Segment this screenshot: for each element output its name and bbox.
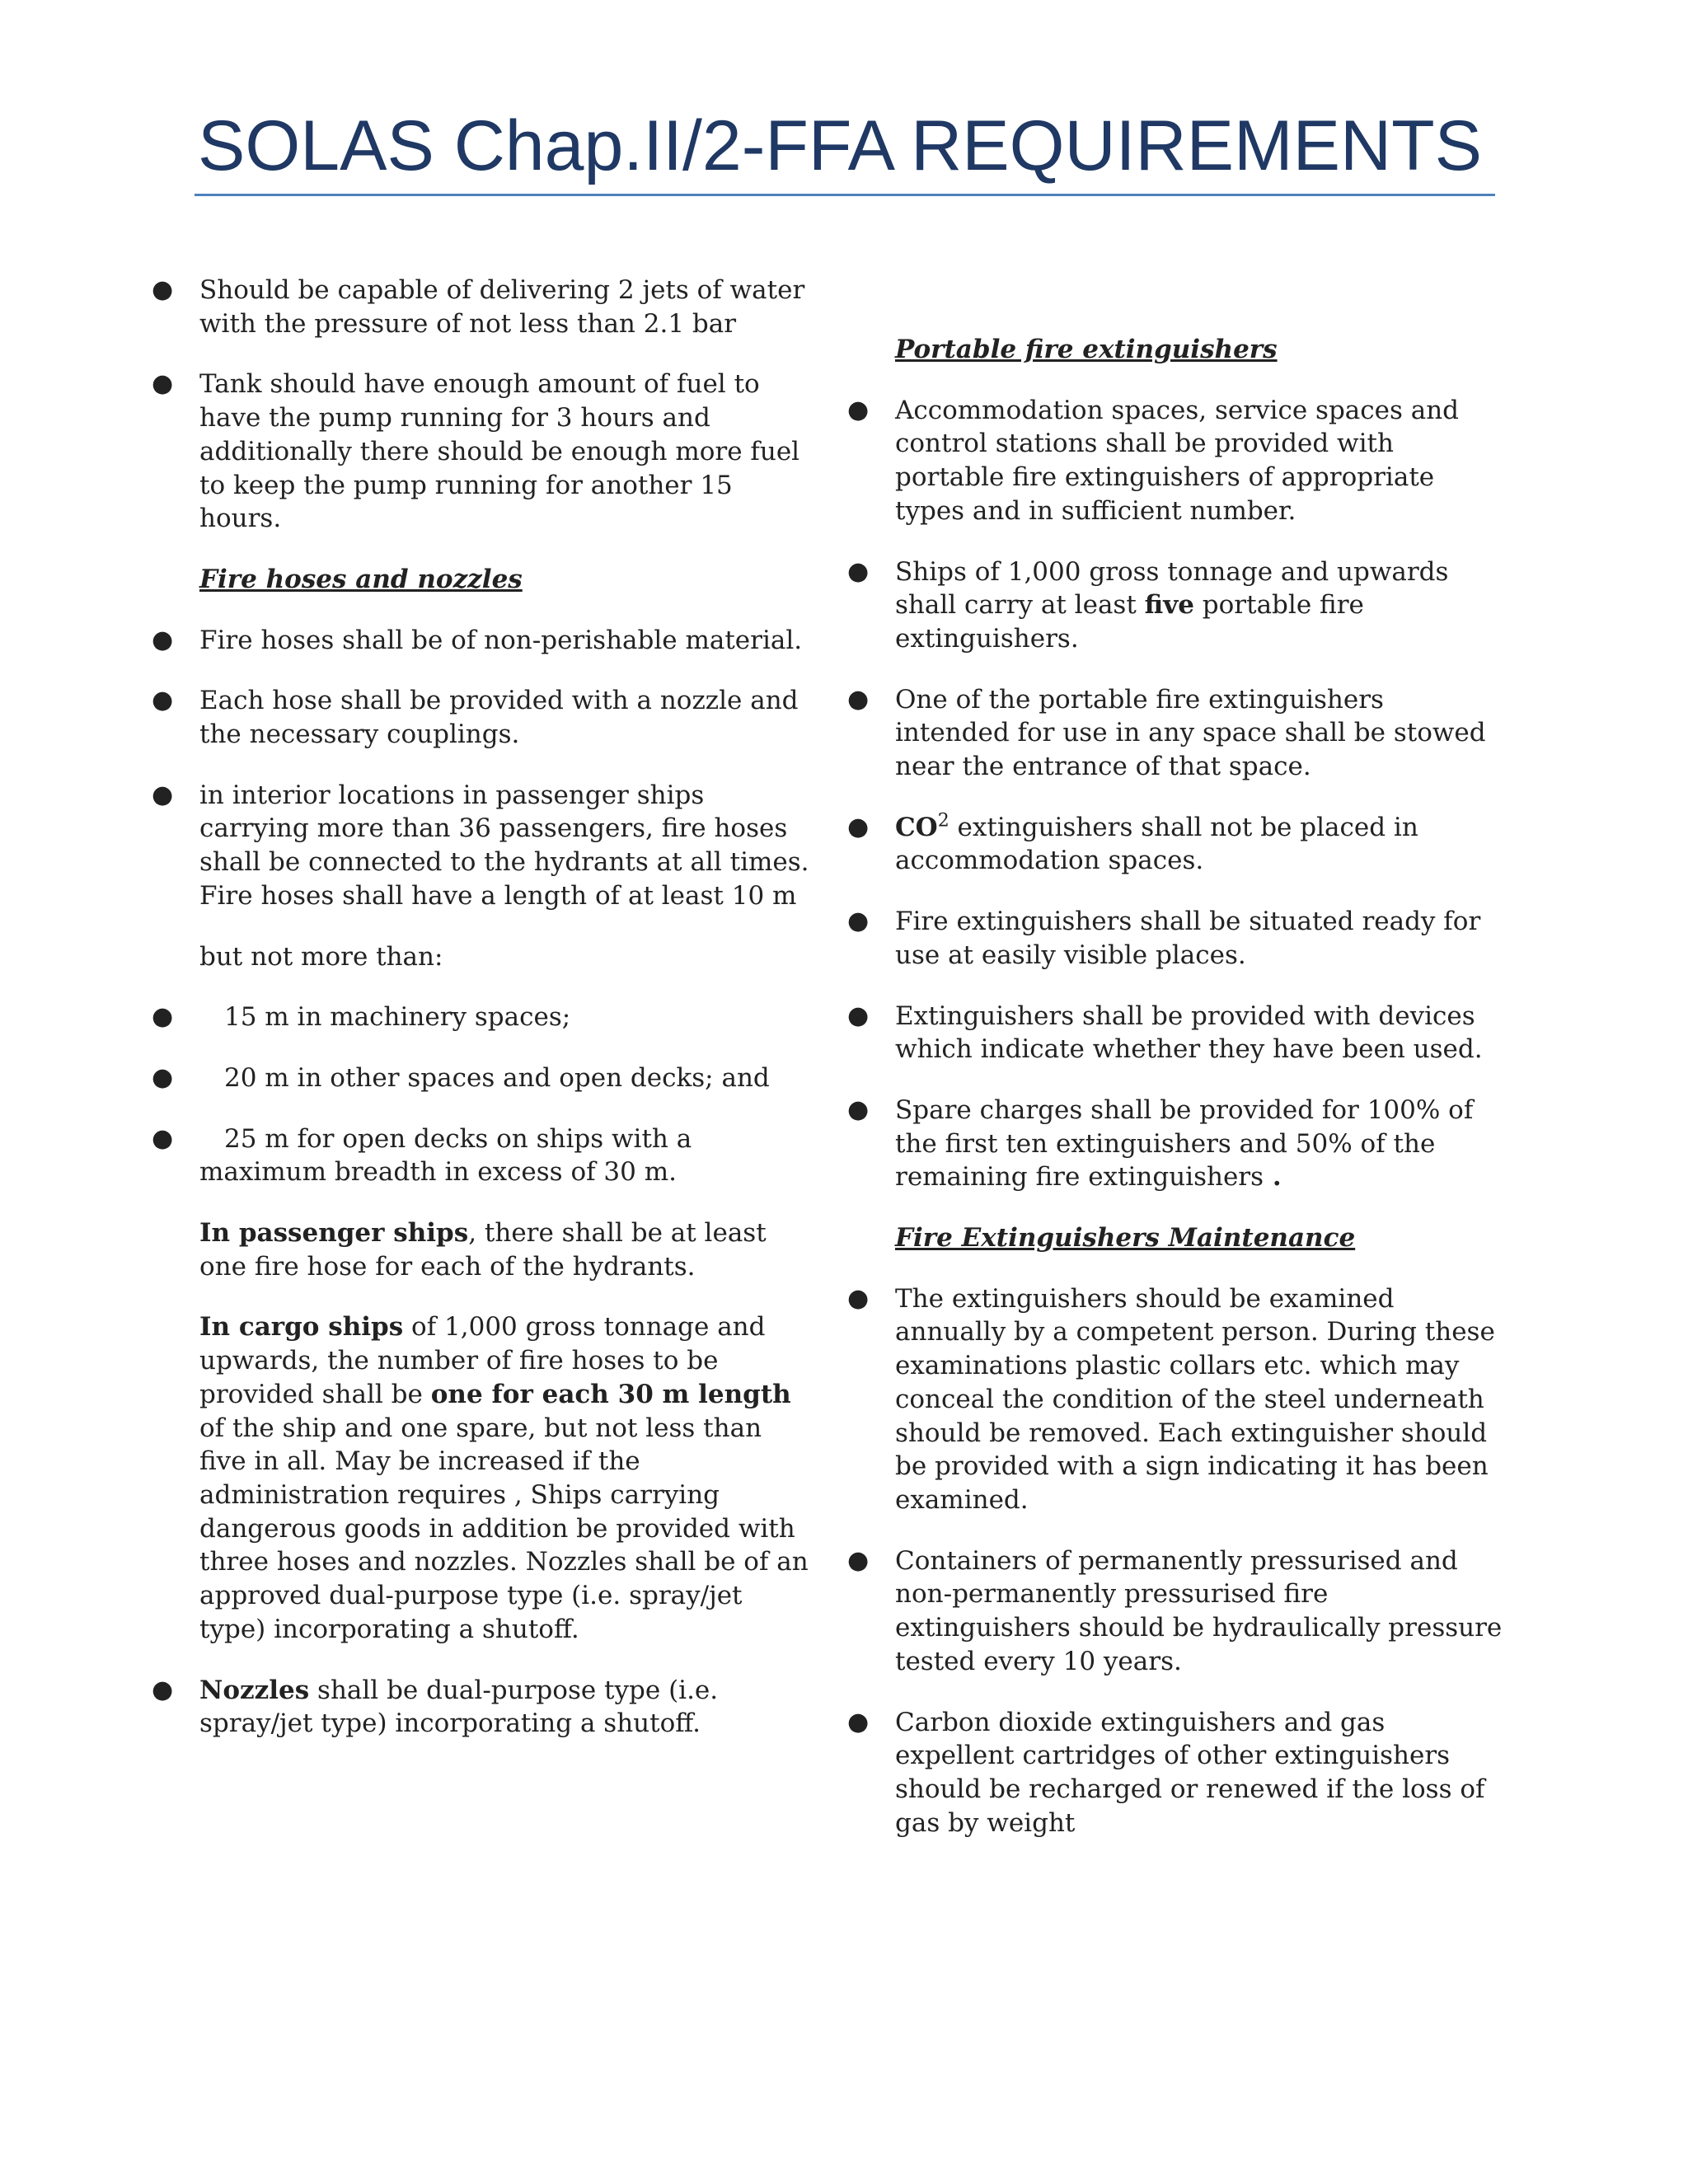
hoses-list [152, 624, 809, 913]
paragraph-but-not-more: but not more than: [199, 941, 443, 972]
list-item: ● The extinguishers should be examined annually by a competent person. During these examinations plastic collars etc. which may conceal the condition of the steel underneath should be removed. Each extinguisher should be provided with a sign indicating it has been examined. [847, 1283, 1495, 1515]
maintenance-list [847, 1282, 1505, 1840]
bullet-icon: ● [152, 625, 174, 654]
bullet-icon: ● [152, 686, 174, 715]
bullet-icon: ● [847, 907, 870, 936]
paragraph-cargo-ships: In cargo ships of 1,000 gross tonnage and upwards, the number of fire hoses to be provided shall be one for each 30 m length of the ship and one spare, but not less than five in all. May be increased if the administration requires , Ships carrying dangerous goods in addition be provided with three hoses and nozzles. Nozzles shall be of an approved dual-purpose type (i.e. spray/jet type) incorporating a shutoff. [199, 1312, 809, 1644]
pump-list [152, 274, 809, 536]
bullet-icon: ● [847, 556, 870, 586]
list-item: ● Tank should have enough amount of fuel to have the pump running for 3 hours and additionally there should be enough more fuel to keep the pump running for another 15 hours. [152, 369, 800, 534]
list-item: ● Fire hoses shall be of non-perishable material. [199, 624, 809, 658]
list-item: ● Carbon dioxide extinguishers and gas expellent cartridges of other extinguishers should be recharged or renewed if the loss of gas by weight [847, 1707, 1485, 1838]
list-item: ● Extinguishers shall be provided with devices which indicate whether they have been used. [847, 1001, 1483, 1065]
bullet-icon: ● [847, 395, 870, 424]
list-item: ● Each hose shall be provided with a nozzle and the necessary couplings. [152, 686, 799, 750]
section-heading-maintenance: Fire Extinguishers Maintenance [895, 1223, 1356, 1254]
section-heading-portable-extinguishers: Portable fire extinguishers [895, 335, 1278, 364]
bullet-icon: ● [847, 1001, 870, 1030]
left-column [152, 274, 809, 1768]
list-item: ● 15 m in machinery spaces; [199, 1001, 809, 1034]
paragraph-passenger-ships: In passenger ships, there shall be at least one fire hose for each of the hydrants. [199, 1218, 767, 1282]
section-heading-fire-hoses: Fire hoses and nozzles [199, 564, 523, 594]
list-item: ● 20 m in other spaces and open decks; and [199, 1062, 809, 1095]
bullet-icon: ● [152, 369, 174, 399]
bullet-icon: ● [152, 1123, 174, 1153]
bullet-icon: ● [847, 1545, 870, 1575]
list-item: ● $CO^2$ extinguishers shall not be placed in accommodation spaces. [847, 810, 1418, 876]
list-item: ● Should be capable of delivering 2 jets of water with the pressure of not less than 2.1 bar [152, 275, 805, 339]
right-column [847, 333, 1505, 1867]
list-item: ● Fire extinguishers shall be situated ready for use at easily visible places. [847, 907, 1481, 970]
list-item: ● Spare charges shall be provided for 100% of the first ten extinguishers and 50% of the remaining fire extinguishers . [847, 1094, 1474, 1193]
bullet-icon: ● [847, 1283, 870, 1313]
bullet-icon: ● [152, 780, 174, 809]
bullet-icon: ● [152, 1002, 174, 1032]
title-underline [195, 194, 1495, 196]
bullet-icon: ● [152, 275, 174, 304]
nozzles-list [152, 1674, 809, 1741]
list-item: ● Ships of 1,000 gross tonnage and upwards shall carry at least five portable fire extinguishers. [847, 556, 1449, 654]
bullet-icon: ● [847, 684, 870, 714]
list-item: ● 25 m for open decks on ships with a maximum breadth in excess of 30 m. [152, 1123, 692, 1188]
bullet-icon: ● [847, 1094, 870, 1124]
list-item: ● in interior locations in passenger ships carrying more than 36 passengers, fire hoses shall be connected to the hydrants at all times. Fire hoses shall have a length of at least 10 m [152, 780, 809, 911]
page-title: SOLAS Chap.II/2-FFA REQUIREMENTS [198, 106, 1482, 185]
bullet-icon: ● [847, 1707, 870, 1736]
length-list [152, 1001, 809, 1189]
bullet-icon: ● [847, 812, 870, 841]
list-item: ● Accommodation spaces, service spaces and control stations shall be provided with portable fire extinguishers of appropriate types and in sufficient number. [847, 395, 1460, 526]
list-item: ● One of the portable fire extinguishers intended for use in any space shall be stowed near the entrance of that space. [847, 684, 1486, 782]
bullet-icon: ● [152, 1062, 174, 1092]
list-item: ● Nozzles shall be dual-purpose type (i.e. spray/jet type) incorporating a shutoff. [152, 1675, 719, 1739]
list-item: ● Containers of permanently pressurised and non-permanently pressurised fire extinguishers should be hydraulically pressure tested every 10 years. [847, 1545, 1503, 1676]
bullet-icon: ● [152, 1675, 174, 1704]
portable-list [847, 394, 1505, 1194]
